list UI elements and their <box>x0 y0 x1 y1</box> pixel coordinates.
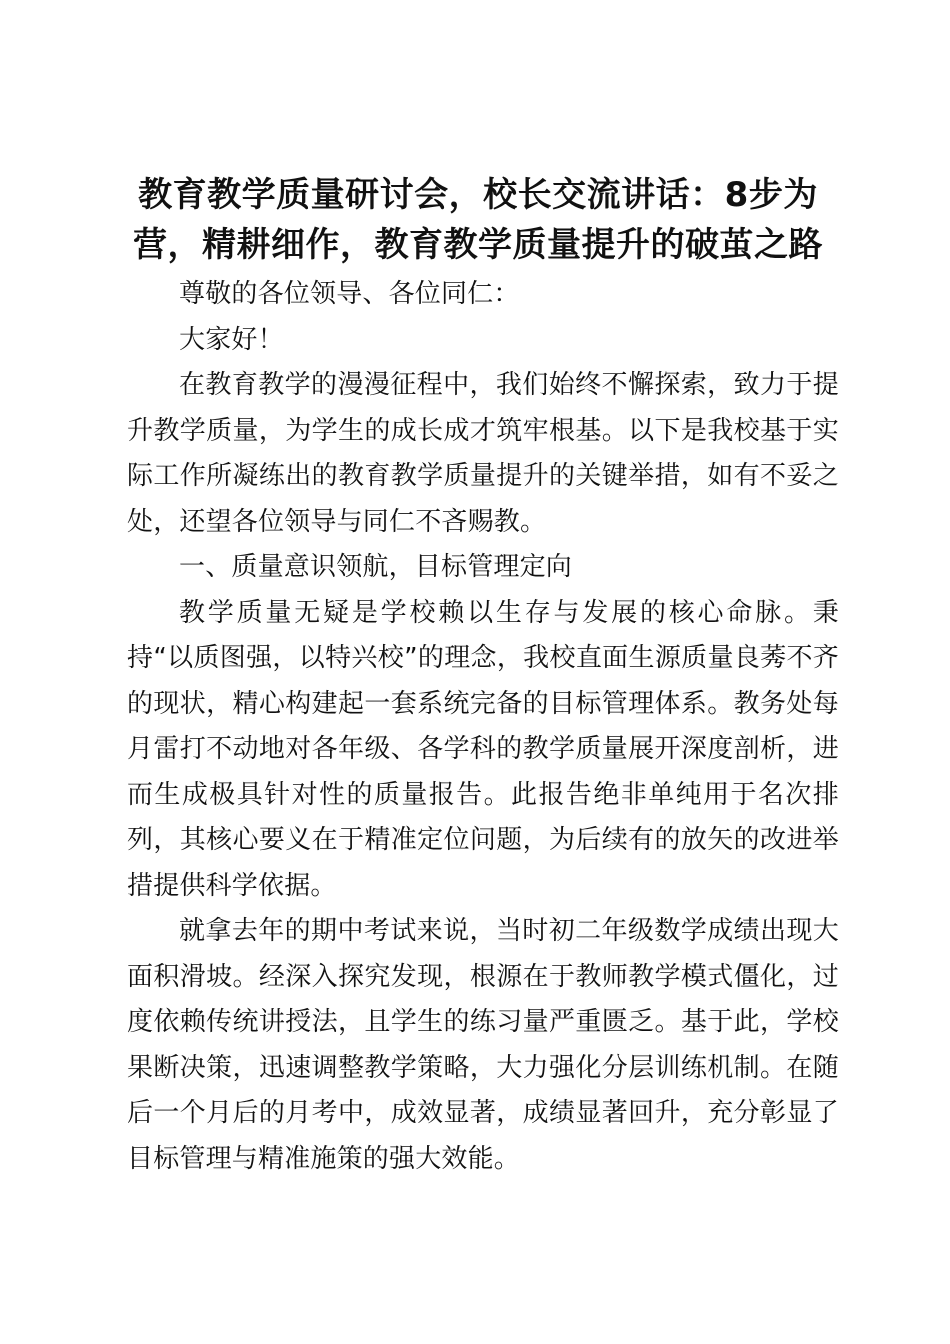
salutation: 尊敬的各位领导、各位同仁： <box>179 279 520 309</box>
greeting: 大家好！ <box>179 324 284 355</box>
section-heading-1: 一、质量意识领航，目标管理定向 <box>179 552 573 582</box>
paragraph-example: 就拿去年的期中考试来说，当时初二年级数学成绩出现大面积滑坡。经深入探究发现，根源在于教师教学模式僵化，过度依赖传统讲授法，且学生的练习量严重匮乏。基于此，学校果断决策，迅速调整教学策略，大力强化分层训练机制。在随后一个月后的月考中，成效显著，成绩显著回升，充分彰显了目标管理与精准施策的强大效能。 <box>127 916 839 1174</box>
paragraph-quality: 教学质量无疑是学校赖以生存与发展的核心命脉。秉持“以质图强，以特兴校”的理念，我校直面生源质量良莠不齐的现状，精心构建起一套系统完备的目标管理体系。教务处每月雷打不动地对各年级、各学科的教学质量展开深度剖析，进而生成极具针对性的质量报告。此报告绝非单纯用于名次排列，其核心要义在于精准定位问题，为后续有的放矢的改进举措提供科学依据。 <box>127 597 839 901</box>
document-title: 教育教学质量研讨会，校长交流讲话：8步为营，精耕细作，教育教学质量提升的破茧之路 <box>133 175 823 265</box>
paragraph-intro: 在教育教学的漫漫征程中，我们始终不懈探索，致力于提升教学质量，为学生的成长成才筑牢根基。以下是我校基于实际工作所凝练出的教育教学质量提升的关键举措，如有不妥之处，还望各位领导与同仁不吝赐教。 <box>127 370 839 537</box>
document-body <box>127 272 839 1182</box>
